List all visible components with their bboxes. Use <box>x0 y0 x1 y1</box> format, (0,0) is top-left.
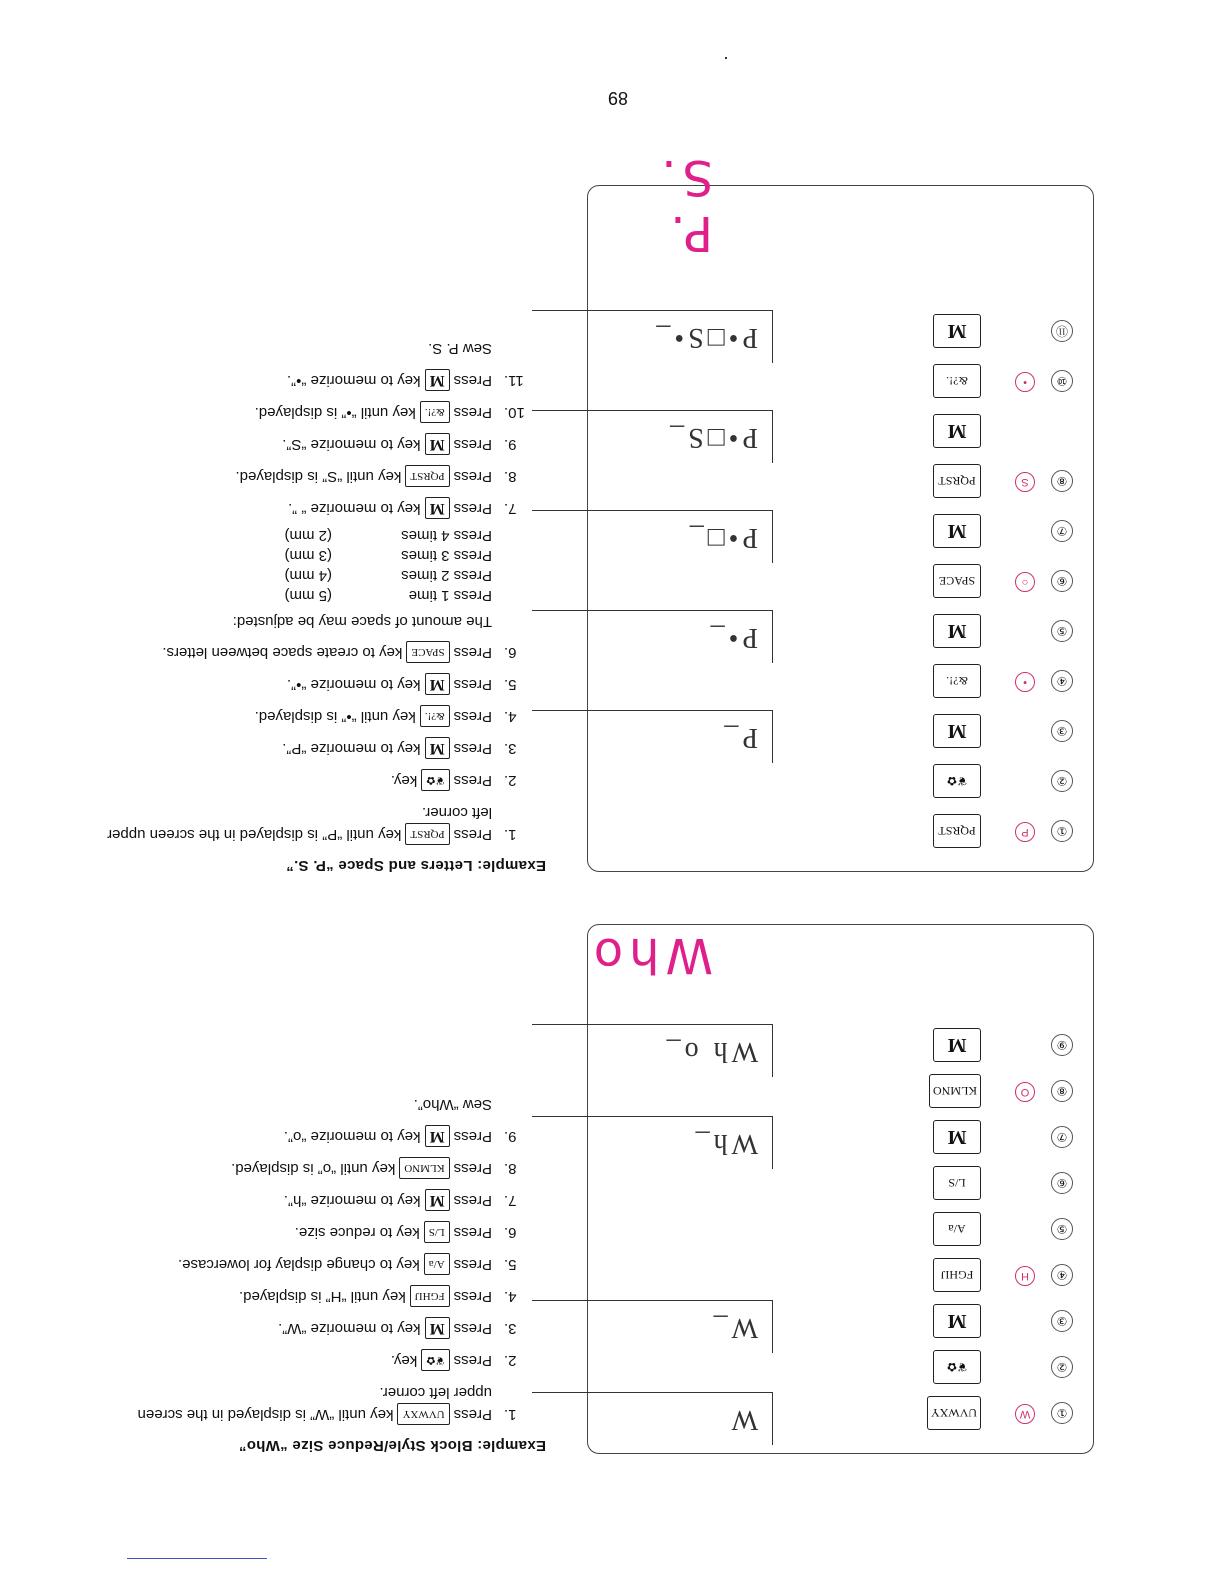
step-number: 10. <box>504 403 525 421</box>
instruction-step <box>106 801 546 845</box>
step-press: Press <box>453 467 492 485</box>
step-press: Press <box>453 1127 492 1145</box>
sew-ps: Sew P. S. <box>428 339 492 357</box>
instruction-step <box>106 737 546 759</box>
step-number: 4. <box>504 1287 517 1305</box>
step-circle-number: ① <box>1051 1402 1073 1424</box>
key-label: M <box>425 737 450 759</box>
step-instruction: key to memorize “ ”. <box>288 499 421 517</box>
step-circle-number: ⑤ <box>1051 620 1073 642</box>
space-press-count: Press 2 times <box>401 566 492 584</box>
step-circle-number: ⑩ <box>1051 370 1073 392</box>
step-number: 9. <box>504 1127 517 1145</box>
key-label: M <box>425 1125 450 1147</box>
instruction-step <box>106 465 546 487</box>
char-marker: O <box>1015 1082 1035 1102</box>
step-number: 5. <box>504 1255 517 1273</box>
step-instruction: key until “S” is displayed. <box>235 467 402 485</box>
step-number: 6. <box>504 643 517 661</box>
instruction-step <box>106 369 546 391</box>
step-instruction: key to memorize “S”. <box>282 435 421 453</box>
diagram-key: M <box>933 1028 981 1062</box>
step-number: 1. <box>504 1406 517 1423</box>
instruction-step <box>106 673 546 695</box>
step-press: Press <box>453 1287 492 1305</box>
instruction-step <box>106 433 546 455</box>
step-text <box>106 1317 492 1339</box>
step-circle-number: ④ <box>1051 1264 1073 1286</box>
page-number: 89 <box>607 88 628 108</box>
step-text <box>106 1253 492 1275</box>
diagram-row <box>588 1025 1093 1065</box>
diagram-row <box>588 461 1093 501</box>
diagram-key: L/S <box>933 1166 981 1200</box>
diagram-key: &?!. <box>933 364 981 398</box>
step-circle-number: ⑨ <box>1051 1034 1073 1056</box>
handwritten-ps: P. S. <box>655 149 713 261</box>
step-number: 3. <box>504 1319 517 1337</box>
lcd-screen <box>532 1300 773 1353</box>
space-note: The amount of space may be adjusted: <box>232 612 492 630</box>
step-instruction: key. <box>390 1351 418 1369</box>
step-text <box>106 1221 492 1243</box>
step-text <box>106 705 492 727</box>
step-text <box>106 497 492 519</box>
step-text <box>106 465 492 487</box>
key-label: FGHIJ <box>410 1285 450 1307</box>
diagram-key: PQRST <box>933 464 981 498</box>
lcd-text: P•□_ <box>685 522 758 553</box>
lcd-text: P•_ <box>706 622 758 653</box>
diagram-key: FGHIJ <box>933 1258 981 1292</box>
step-text <box>106 1157 492 1179</box>
space-option <box>106 585 492 605</box>
step-text <box>106 641 492 663</box>
step-press: Press <box>453 1191 492 1209</box>
step-number: 8. <box>504 1159 517 1177</box>
step-number: 8. <box>504 467 517 485</box>
diagram-key: PQRST <box>933 814 981 848</box>
step-number: 1. <box>504 826 517 843</box>
step-circle-number: ⑧ <box>1051 470 1073 492</box>
step-press: Press <box>453 403 492 421</box>
step-circle-number: ① <box>1051 820 1073 842</box>
diagram-key: M <box>933 1120 981 1154</box>
key-label: ❦✿ <box>421 769 449 791</box>
diagram-row <box>588 511 1093 551</box>
step-press: Press <box>453 771 492 789</box>
scan-speck <box>725 57 727 59</box>
step-text <box>106 1125 492 1147</box>
lcd-text: W <box>727 1404 758 1435</box>
space-adjust-note <box>106 525 492 631</box>
step-text <box>106 369 492 391</box>
step-press: Press <box>453 1406 492 1423</box>
lcd-text: P_ <box>720 722 758 753</box>
lcd-screen <box>532 1024 773 1077</box>
step-press: Press <box>453 1255 492 1273</box>
example-ps-title: Example: Letters and Space “P. S.” <box>285 857 546 874</box>
key-label: SPACE <box>406 641 449 663</box>
key-label: ❦✿ <box>421 1349 449 1371</box>
step-circle-number: ⑦ <box>1051 1126 1073 1148</box>
diagram-row <box>588 761 1093 801</box>
key-label: M <box>425 433 450 455</box>
step-instruction: key to create space between letters. <box>162 643 403 661</box>
key-label: UVWXY <box>397 1403 449 1425</box>
diagram-row <box>588 1163 1093 1203</box>
key-label: KLMNO <box>399 1157 449 1179</box>
diagram-row <box>588 311 1093 351</box>
diagram-row <box>588 361 1093 401</box>
key-label: M <box>425 1189 450 1211</box>
step-press: Press <box>453 826 492 843</box>
step-number: 6. <box>504 1223 517 1241</box>
lcd-screen <box>532 510 773 563</box>
key-label: M <box>425 1317 450 1339</box>
step-instruction: key until “•” is displayed. <box>254 707 416 725</box>
instruction-step <box>106 1285 546 1307</box>
step-press: Press <box>453 1351 492 1369</box>
step-number: 11. <box>504 371 524 389</box>
sew-who: Sew “Who”. <box>413 1095 492 1113</box>
step-text <box>106 673 492 695</box>
diagram-row <box>588 411 1093 451</box>
diagram-row <box>588 811 1093 851</box>
instruction-step <box>106 1317 546 1339</box>
diagram-row <box>588 1071 1093 1111</box>
diagram-key: A/a <box>933 1212 981 1246</box>
lcd-screen <box>532 310 773 363</box>
diagram-key: M <box>933 314 981 348</box>
lcd-text: P•□S_ <box>666 422 758 453</box>
footer-rule <box>127 1558 267 1559</box>
space-size: (4 mm) <box>284 566 332 584</box>
key-label: PQRST <box>405 823 449 845</box>
diagram-row <box>588 711 1093 751</box>
space-size: (2 mm) <box>284 526 332 544</box>
char-marker: P <box>1015 822 1035 842</box>
step-press: Press <box>453 707 492 725</box>
lcd-text: Wh o_ <box>662 1036 758 1067</box>
step-instruction: key to memorize “h”. <box>283 1191 421 1209</box>
diagram-key: SPACE <box>933 564 981 598</box>
step-press: Press <box>453 435 492 453</box>
key-label: A/a <box>424 1253 450 1275</box>
char-marker: W <box>1015 1404 1035 1424</box>
example-ps-instructions <box>106 340 546 874</box>
step-circle-number: ③ <box>1051 720 1073 742</box>
step-text <box>106 769 492 791</box>
step-text <box>106 1381 492 1425</box>
step-circle-number: ⑪ <box>1051 320 1073 342</box>
diagram-row <box>588 1209 1093 1249</box>
step-circle-number: ⑥ <box>1051 1172 1073 1194</box>
diagram-row <box>588 1117 1093 1157</box>
diagram-key: ❦✿ <box>933 764 981 798</box>
lcd-screen <box>532 1116 773 1169</box>
step-instruction: key until “•” is displayed. <box>254 403 416 421</box>
space-option <box>106 565 492 585</box>
space-size: (3 mm) <box>284 546 332 564</box>
key-label: M <box>425 369 450 391</box>
space-option <box>106 545 492 565</box>
char-marker: • <box>1015 672 1035 692</box>
diagram-key: ❦✿ <box>933 1350 981 1384</box>
step-press: Press <box>453 499 492 517</box>
diagram-row <box>588 1393 1093 1433</box>
instruction-step <box>106 1253 546 1275</box>
step-instruction: key until “H” is displayed. <box>238 1287 406 1305</box>
instruction-step <box>106 1125 546 1147</box>
step-text <box>106 401 492 423</box>
step-number: 2. <box>504 1351 517 1369</box>
instruction-step <box>106 1189 546 1211</box>
step-press: Press <box>453 371 492 389</box>
step-press: Press <box>453 675 492 693</box>
space-press-count: Press 1 time <box>408 586 492 604</box>
diagram-key: M <box>933 414 981 448</box>
step-number: 7. <box>504 499 517 517</box>
instruction-step <box>106 1381 546 1425</box>
diagram-row <box>588 561 1093 601</box>
char-marker: ○ <box>1015 572 1035 592</box>
step-text <box>106 1349 492 1371</box>
space-option <box>106 525 492 545</box>
step-press: Press <box>453 739 492 757</box>
step-press: Press <box>453 643 492 661</box>
step-number: 7. <box>504 1191 517 1209</box>
step-instruction: key until “P” is displayed in the screen upper left corner. <box>107 803 492 843</box>
diagram-row <box>588 611 1093 651</box>
lcd-screen <box>532 710 773 763</box>
instruction-step <box>106 769 546 791</box>
example-ps-diagram <box>587 149 1094 872</box>
key-label: &?!. <box>420 401 450 423</box>
step-circle-number: ⑤ <box>1051 1218 1073 1240</box>
step-press: Press <box>453 1319 492 1337</box>
step-press: Press <box>453 1223 492 1241</box>
diagram-row <box>588 1301 1093 1341</box>
key-label: L/S <box>424 1221 450 1243</box>
diagram-key: &?!. <box>933 664 981 698</box>
step-instruction: key to reduce size. <box>294 1223 420 1241</box>
lcd-screen <box>532 410 773 463</box>
diagram-key: M <box>933 1304 981 1338</box>
lcd-text: P•□S•_ <box>652 322 758 353</box>
step-circle-number: ⑧ <box>1051 1080 1073 1102</box>
instruction-step <box>106 497 546 519</box>
instruction-step <box>106 641 546 663</box>
diagram-key: M <box>933 514 981 548</box>
step-text <box>106 433 492 455</box>
step-number: 9. <box>504 435 517 453</box>
instruction-step <box>106 1157 546 1179</box>
diagram-key: M <box>933 714 981 748</box>
step-circle-number: ④ <box>1051 670 1073 692</box>
step-number: 4. <box>504 707 517 725</box>
key-label: PQRST <box>405 465 449 487</box>
instruction-step <box>106 1349 546 1371</box>
char-marker: H <box>1015 1266 1035 1286</box>
space-press-count: Press 3 times <box>401 546 492 564</box>
diagram-key: KLMNO <box>929 1074 981 1108</box>
lcd-text: Wh_ <box>691 1128 758 1159</box>
step-instruction: key. <box>390 771 418 789</box>
lcd-text: W_ <box>709 1312 758 1343</box>
step-instruction: key to memorize “•”. <box>286 371 421 389</box>
diagram-row <box>588 661 1093 701</box>
key-label: &?!. <box>420 705 450 727</box>
space-press-count: Press 4 times <box>401 526 492 544</box>
step-text <box>106 1189 492 1211</box>
step-circle-number: ② <box>1051 1356 1073 1378</box>
step-instruction: key to memorize “•”. <box>286 675 421 693</box>
diagram-key: UVWXY <box>927 1396 981 1430</box>
diagram-row <box>588 1347 1093 1387</box>
step-circle-number: ③ <box>1051 1310 1073 1332</box>
step-instruction: key until “W” is displayed in the screen upper left corner. <box>137 1383 492 1423</box>
space-size: (5 mm) <box>284 586 332 604</box>
handwritten-who: Who <box>587 927 713 983</box>
key-label: M <box>425 673 450 695</box>
step-text <box>106 801 492 845</box>
instruction-step <box>106 705 546 727</box>
step-instruction: key to memorize “W”. <box>278 1319 421 1337</box>
step-circle-number: ⑦ <box>1051 520 1073 542</box>
step-circle-number: ② <box>1051 770 1073 792</box>
example-who-title: Example: Block Style/Reduce Size “Who” <box>238 1437 546 1454</box>
char-marker: • <box>1015 372 1035 392</box>
example-who-instructions <box>106 1096 546 1454</box>
instruction-step <box>106 401 546 423</box>
step-number: 3. <box>504 739 517 757</box>
diagram-key: M <box>933 614 981 648</box>
example-who-diagram <box>587 924 1094 1454</box>
step-press: Press <box>453 1159 492 1177</box>
step-number: 2. <box>504 771 517 789</box>
lcd-screen <box>532 1392 773 1445</box>
step-text <box>106 1285 492 1307</box>
step-number: 5. <box>504 675 517 693</box>
diagram-row <box>588 1255 1093 1295</box>
instruction-step <box>106 1221 546 1243</box>
step-instruction: key to change display for lowercase. <box>177 1255 420 1273</box>
step-instruction: key to memorize “o”. <box>283 1127 421 1145</box>
lcd-screen <box>532 610 773 663</box>
step-instruction: key to memorize “P”. <box>282 739 421 757</box>
step-text <box>106 737 492 759</box>
step-instruction: key until “o” is displayed. <box>231 1159 396 1177</box>
char-marker: S <box>1015 472 1035 492</box>
step-circle-number: ⑥ <box>1051 570 1073 592</box>
key-label: M <box>425 497 450 519</box>
